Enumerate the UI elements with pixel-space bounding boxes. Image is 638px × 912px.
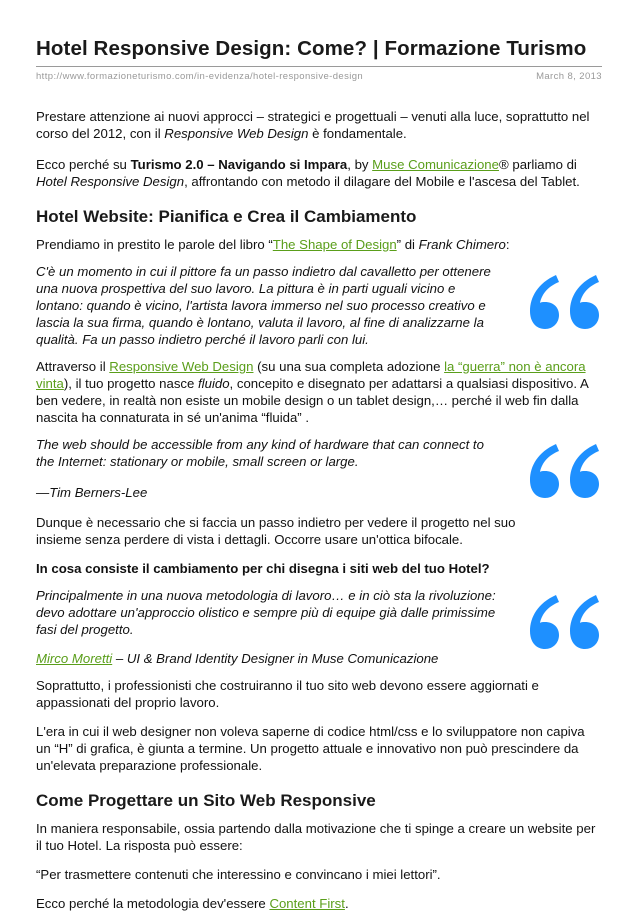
quote-icon bbox=[524, 438, 602, 502]
section-heading-1: Hotel Website: Pianifica e Crea il Cambiamento bbox=[36, 207, 417, 226]
section-heading-2: Come Progettare un Sito Web Responsive bbox=[36, 791, 376, 810]
section2-paragraph-2: “Per trasmettere contenuti che interessino e convincano i miei lettori”. bbox=[36, 867, 441, 882]
publish-date: March 8, 2013 bbox=[536, 71, 602, 82]
quote-author: —Tim Berners-Lee bbox=[36, 485, 148, 500]
section1-paragraph-2: Attraverso il Responsive Web Design (su una sua completa adozione la “guerra” non è ancora vinta), il tuo progetto nasce fluido, concepito e disegnato per adattarsi a qualsiasi dispositivo. A ben vedere, in realtà non esiste un mobile design o un tablet design,… perché il web fin dalla nascita ha connaturata in sé un'anima “fluida” . bbox=[36, 359, 589, 425]
source-url: http://www.formazioneturismo.com/in-evidenza/hotel-responsive-design bbox=[36, 71, 364, 82]
quote-icon bbox=[524, 269, 602, 333]
section1-paragraph-5: Soprattutto, i professionisti che costruiranno il tuo sito web devono essere aggiornati e appassionati del proprio lavoro. bbox=[36, 678, 539, 710]
quote-text: C'è un momento in cui il pittore fa un passo indietro dal cavalletto per ottenere una nuova prospettiva del suo lavoro. La pittura è in parti uguali vicino e lontano: quando è vicino, l'artista lavora immerso nel suo processo creativo e lascia la sua firma, quando è lontano, valuta il lavoro, al fine di analizzarne la qualità. Fa un passo indietro perché il lavoro parli con lui. bbox=[36, 264, 491, 347]
title-divider bbox=[36, 66, 602, 67]
intro-paragraph-1: Prestare attenzione ai nuovi approcci – strategici e progettuali – venuti alla luce, soprattutto nel corso del 2012, con il Responsive Web Design è fondamentale. bbox=[36, 109, 590, 141]
quote-attribution: Mirco Moretti – UI & Brand Identity Designer in Muse Comunicazione bbox=[36, 651, 439, 666]
mirco-moretti-link[interactable]: Mirco Moretti bbox=[36, 651, 113, 666]
muse-comunicazione-link[interactable]: Muse Comunicazione bbox=[372, 157, 499, 172]
shape-of-design-link[interactable]: The Shape of Design bbox=[272, 237, 397, 252]
section2-paragraph-3: Ecco perché la metodologia dev'essere Content First. bbox=[36, 896, 349, 911]
quote-text: The web should be accessible from any kind of hardware that can connect to the Internet: stationary or mobile, small screen or large. bbox=[36, 437, 484, 469]
blockquote-2 bbox=[36, 436, 602, 502]
content-first-link[interactable]: Content First bbox=[269, 896, 345, 911]
blockquote-3 bbox=[36, 587, 602, 667]
responsive-web-design-link[interactable]: Responsive Web Design bbox=[109, 359, 254, 374]
intro-paragraph-2: Ecco perché su Turismo 2.0 – Navigando si Impara, by Muse Comunicazione® parliamo di Hotel Responsive Design, affrontando con metodo il dilagare del Mobile e l'ascesa del Tablet. bbox=[36, 157, 580, 189]
document-page bbox=[36, 36, 602, 912]
section1-bold-question: In cosa consiste il cambiamento per chi disegna i siti web del tuo Hotel? bbox=[36, 561, 490, 576]
section1-paragraph-6: L'era in cui il web designer non voleva saperne di codice html/css e lo sviluppatore non capiva un “H” di grafica, è giunta a termine. Un progetto attuale e innovativo non può prescindere da un'elevata preparazione professionale. bbox=[36, 724, 585, 773]
page-title: Hotel Responsive Design: Come? | Formazione Turismo bbox=[36, 37, 587, 60]
section1-paragraph-1: Prendiamo in prestito le parole del libro “The Shape of Design” di Frank Chimero: bbox=[36, 237, 510, 252]
quote-text: Principalmente in una nuova metodologia di lavoro… e in ciò sta la rivoluzione: devo adottare un'approccio olistico e sempre più di equipe già dalle primissime fasi del progetto. bbox=[36, 588, 496, 637]
quote-icon bbox=[524, 589, 602, 653]
section2-paragraph-1: In maniera responsabile, ossia partendo dalla motivazione che ti spinge a creare un website per il tuo Hotel. La risposta può essere: bbox=[36, 821, 596, 853]
guerra-link[interactable]: la “guerra” non è ancora vinta bbox=[36, 359, 586, 391]
section1-paragraph-3: Dunque è necessario che si faccia un passo indietro per vedere il progetto nel suo insieme senza perdere di vista i dettagli. Occorre usare un'ottica bifocale. bbox=[36, 515, 516, 547]
blockquote-1 bbox=[36, 263, 602, 348]
source-meta bbox=[36, 71, 602, 82]
